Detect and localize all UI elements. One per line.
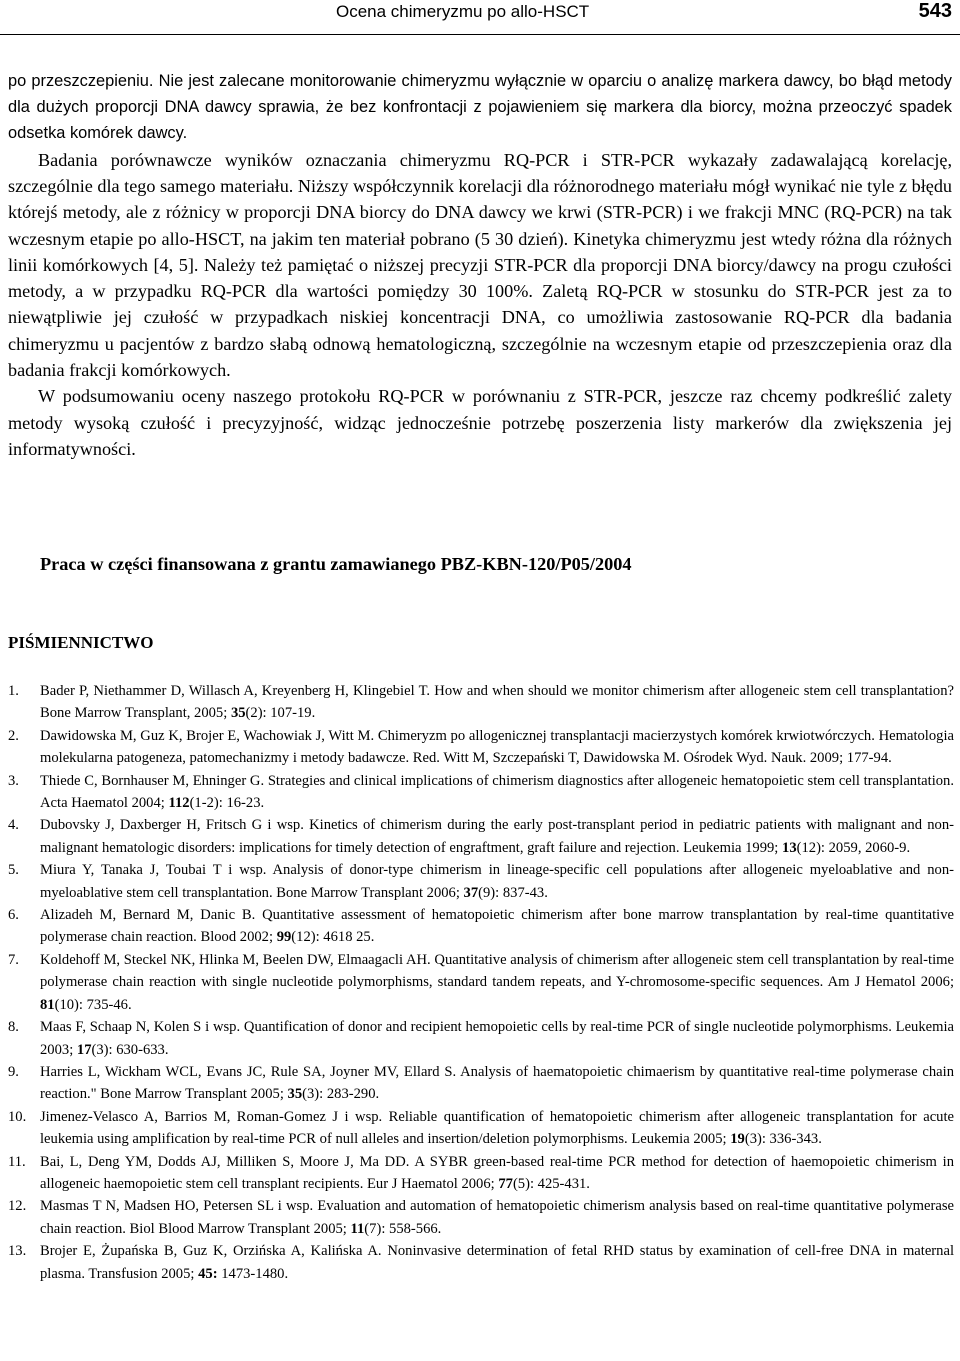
reference-text: Dubovsky J, Daxberger H, Fritsch G i wsp. Kinetics of chimerism during the early post-transplant period in pediatric patients with malignant and non-malignant hematologic disorders: implications for timely detection of engraftment, graft failure and rejection. Leukemia 1999; [40, 817, 954, 856]
reference-number: 3. [8, 772, 19, 789]
reference-number: 7. [8, 951, 19, 968]
reference-item [8, 725, 954, 770]
reference-number: 1. [8, 683, 19, 699]
reference-volume: 17 [76, 1041, 92, 1058]
reference-item [8, 1240, 954, 1285]
reference-volume: 35 [287, 1086, 303, 1103]
reference-pages: (12): 2059, 2060-9. [796, 839, 911, 856]
reference-pages: (3): 336-343. [744, 1131, 822, 1148]
reference-number: 2. [8, 727, 19, 744]
reference-volume: 37 [463, 884, 479, 901]
reference-text: Maas F, Schaap N, Kolen S i wsp. Quantification of donor and recipient hemopoietic cells by real-time PCR of single nucleotide polymorphisms. Leukemia 2003; [40, 1019, 954, 1058]
reference-item [8, 859, 954, 904]
reference-pages: (3): 630-633. [91, 1041, 169, 1058]
reference-number: 11. [8, 1153, 26, 1170]
references-list [8, 680, 954, 1285]
reference-number: 4. [8, 817, 19, 834]
reference-text: Miura Y, Tanaka J, Toubai T i wsp. Analysis of donor-type chimerism in lineage-specific cell populations after allogeneic myeloablative and non-myeloablative stem cell transplantation. Bone Marrow Transplant 2006; [40, 862, 954, 901]
reference-text: Harries L, Wickham WCL, Evans JC, Rule SA, Joyner MV, Ellard S. Analysis of haematopoietic chimaerism by quantitative real-time polymerase chain reaction." Bone Marrow Transplant 2005; [40, 1063, 954, 1103]
reference-number: 5. [8, 862, 19, 879]
reference-text: Bai, L, Deng YM, Dodds AJ, Milliken S, Moore J, Ma DD. A SYBR green-based real-time PCR method for detection of haemopoietic chimerism in allogeneic haemopoietic stem cell transplant recipients. Eur J Haematol 2006; [40, 1153, 954, 1192]
reference-pages: (1-2): 16-23. [189, 795, 265, 812]
reference-number: 6. [8, 907, 19, 924]
reference-number: 13. [8, 1243, 27, 1260]
reference-volume: 112 [168, 795, 190, 812]
reference-text: Thiede C, Bornhauser M, Ehninger G. Strategies and clinical implications of chimerism diagnostics after allogeneic hematopoietic stem cell transplantation. Acta Haematol 2004; [40, 772, 954, 812]
reference-number: 8. [8, 1019, 19, 1036]
paragraph-1: po przeszczepieniu. Nie jest zalecane monitorowanie chimeryzmu wyłącznie w oparciu o analizę markera dawcy, bo błąd metody dla dużych proporcji DNA dawcy sprawia, że bez konfrontacji z pojawieniem się markera dla biorcy, można przeoczyć spadek odsetka komórek dawcy. [8, 72, 952, 143]
reference-item [8, 1195, 954, 1240]
reference-item [8, 1151, 954, 1196]
reference-volume: 19 [730, 1131, 745, 1148]
reference-volume: 77 [498, 1175, 513, 1192]
reference-item [8, 949, 954, 1016]
article-body [8, 68, 952, 462]
reference-volume: 81 [40, 996, 55, 1013]
reference-text: Jimenez-Velasco A, Barrios M, Roman-Gomez J i wsp. Reliable quantification of hematopoietic chimerism after allogeneic transplantation for acute leukemia using amplification by real-time PCR of null alleles and insertion/deletion polymorphisms. Leukemia 2005; [40, 1108, 954, 1148]
reference-item [8, 1061, 954, 1106]
reference-text: Masmas T N, Madsen HO, Petersen SL i wsp. Evaluation and automation of hematopoietic chimerism analysis based on real-time quantitative polymerase chain reaction. Biol Blood Marrow Transplant 2005; [40, 1198, 954, 1237]
reference-item [8, 1106, 954, 1151]
reference-item [8, 814, 954, 859]
paragraph-2-lead: Badania porównawcze wyników oznaczania chimeryzmu RQ-PCR i STR-PCR wykazały zadawalającą korelację, szczególnie dla tego samego materiału. [8, 149, 952, 196]
reference-item [8, 1016, 954, 1061]
reference-item [8, 904, 954, 949]
reference-text: Bader P, Niethammer D, Willasch A, Kreyenberg H, Klingebiel T. How and when should we monitor chimerism after allogeneic stem cell transplantation? Bone Marrow Transplant, 2005; [40, 683, 954, 722]
reference-item [8, 680, 954, 725]
paragraph-3: W podsumowaniu oceny naszego protokołu RQ-PCR w porównaniu z STR-PCR, jeszcze raz chcemy podkreślić zalety metody wysoką czułość i precyzyjność, widząc jednocześnie potrzebę poszerzenia listy markerów dla zwiększenia jej informatywności. [8, 386, 952, 459]
reference-number: 12. [8, 1198, 27, 1215]
reference-volume: 13 [782, 839, 797, 856]
reference-pages: (3): 283-290. [302, 1086, 380, 1103]
paragraph-2-rest: Niższy współczynnik korelacji dla różnorodnego materiału mógł wynikać nie tyle z błędu którejś metody, ale z różnicy w proporcji DNA biorcy do DNA dawcy we krwi (STR-PCR) i we frakcji MNC (RQ-PCR) na tak wczesnym etapie po allo-HSCT, na jakim ten materiał pobrano (5 30 dzień). Kinetyka chimeryzmu jest wtedy różna dla różnych linii komórkowych [4, 5]. Należy też pamiętać o niższej precyzji STR-PCR dla proporcji DNA biorcy/dawcy na progu czułości metody, a w przypadku RQ-PCR dla wartości pomiędzy 30 100%. Zaletą RQ-PCR w stosunku do STR-PCR jest za to niewątpliwie jej czułość w przypadkach niskiej koncentracji DNA, co umożliwia zastosowanie RQ-PCR dla badania chimeryzmu u pacjentów z bardzo słabą odnową hematologiczną, szczególnie na wczesnym etapie od przeszczepienia oraz dla badania frakcji komórkowych. [8, 175, 953, 380]
reference-volume: 11 [350, 1220, 365, 1237]
reference-pages: (7): 558-566. [364, 1220, 442, 1237]
reference-volume: 45: [198, 1265, 218, 1282]
reference-text: Koldehoff M, Steckel NK, Hlinka M, Beelen DW, Elmaagacli AH. Quantitative analysis of chimerism after allogeneic stem cell transplantation by real-time polymerase chain reaction with single nucleotide polymorphisms, standard tandem repeats, and Y-chromosome-specific sequences. Am J Hematol 2006; [40, 951, 954, 991]
page-header [0, 0, 960, 35]
reference-volume: 99 [276, 929, 292, 946]
funding-note: Praca w części finansowana z grantu zamawianego PBZ-KBN-120/P05/2004 [40, 554, 632, 574]
reference-pages: (5): 425-431. [512, 1175, 590, 1192]
page-number: 543 [918, 0, 952, 22]
references-heading: PIŚMIENNICTWO [8, 633, 154, 652]
reference-pages: 1473-1480. [217, 1265, 289, 1282]
reference-number: 10. [8, 1108, 27, 1125]
reference-pages: (12): 4618 25. [291, 929, 375, 946]
reference-pages: (10): 735-46. [54, 996, 132, 1013]
running-title: Ocena chimeryzmu po allo-HSCT [336, 2, 590, 21]
paragraph-2 [8, 147, 952, 384]
reference-text: Brojer E, Żupańska B, Guz K, Orzińska A, Kalińska A. Noninvasive determination of fetal RHD status by examination of cell-free DNA in maternal plasma. Transfusion 2005; [40, 1243, 954, 1282]
reference-volume: 35 [230, 705, 246, 722]
reference-pages: (9): 837-43. [478, 884, 548, 901]
reference-text: Dawidowska M, Guz K, Brojer E, Wachowiak J, Witt M. Chimeryzm po allogenicznej transplantacji macierzystych komórek krwiotwórczych. Hematologia molekularna patogeneza, patomechanizmy i metody badawcze. Red. Witt M, Szczepański T, Dawidowska M. Ośrodek Wyd. Nauk. 2009; 177-94. [40, 727, 954, 767]
reference-item [8, 770, 954, 815]
reference-pages: (2): 107-19. [245, 705, 316, 722]
reference-number: 9. [8, 1063, 19, 1080]
reference-text: Alizadeh M, Bernard M, Danic B. Quantitative assessment of hematopoietic chimerism after bone marrow transplantation by real-time quantitative polymerase chain reaction. Blood 2002; [40, 907, 954, 946]
